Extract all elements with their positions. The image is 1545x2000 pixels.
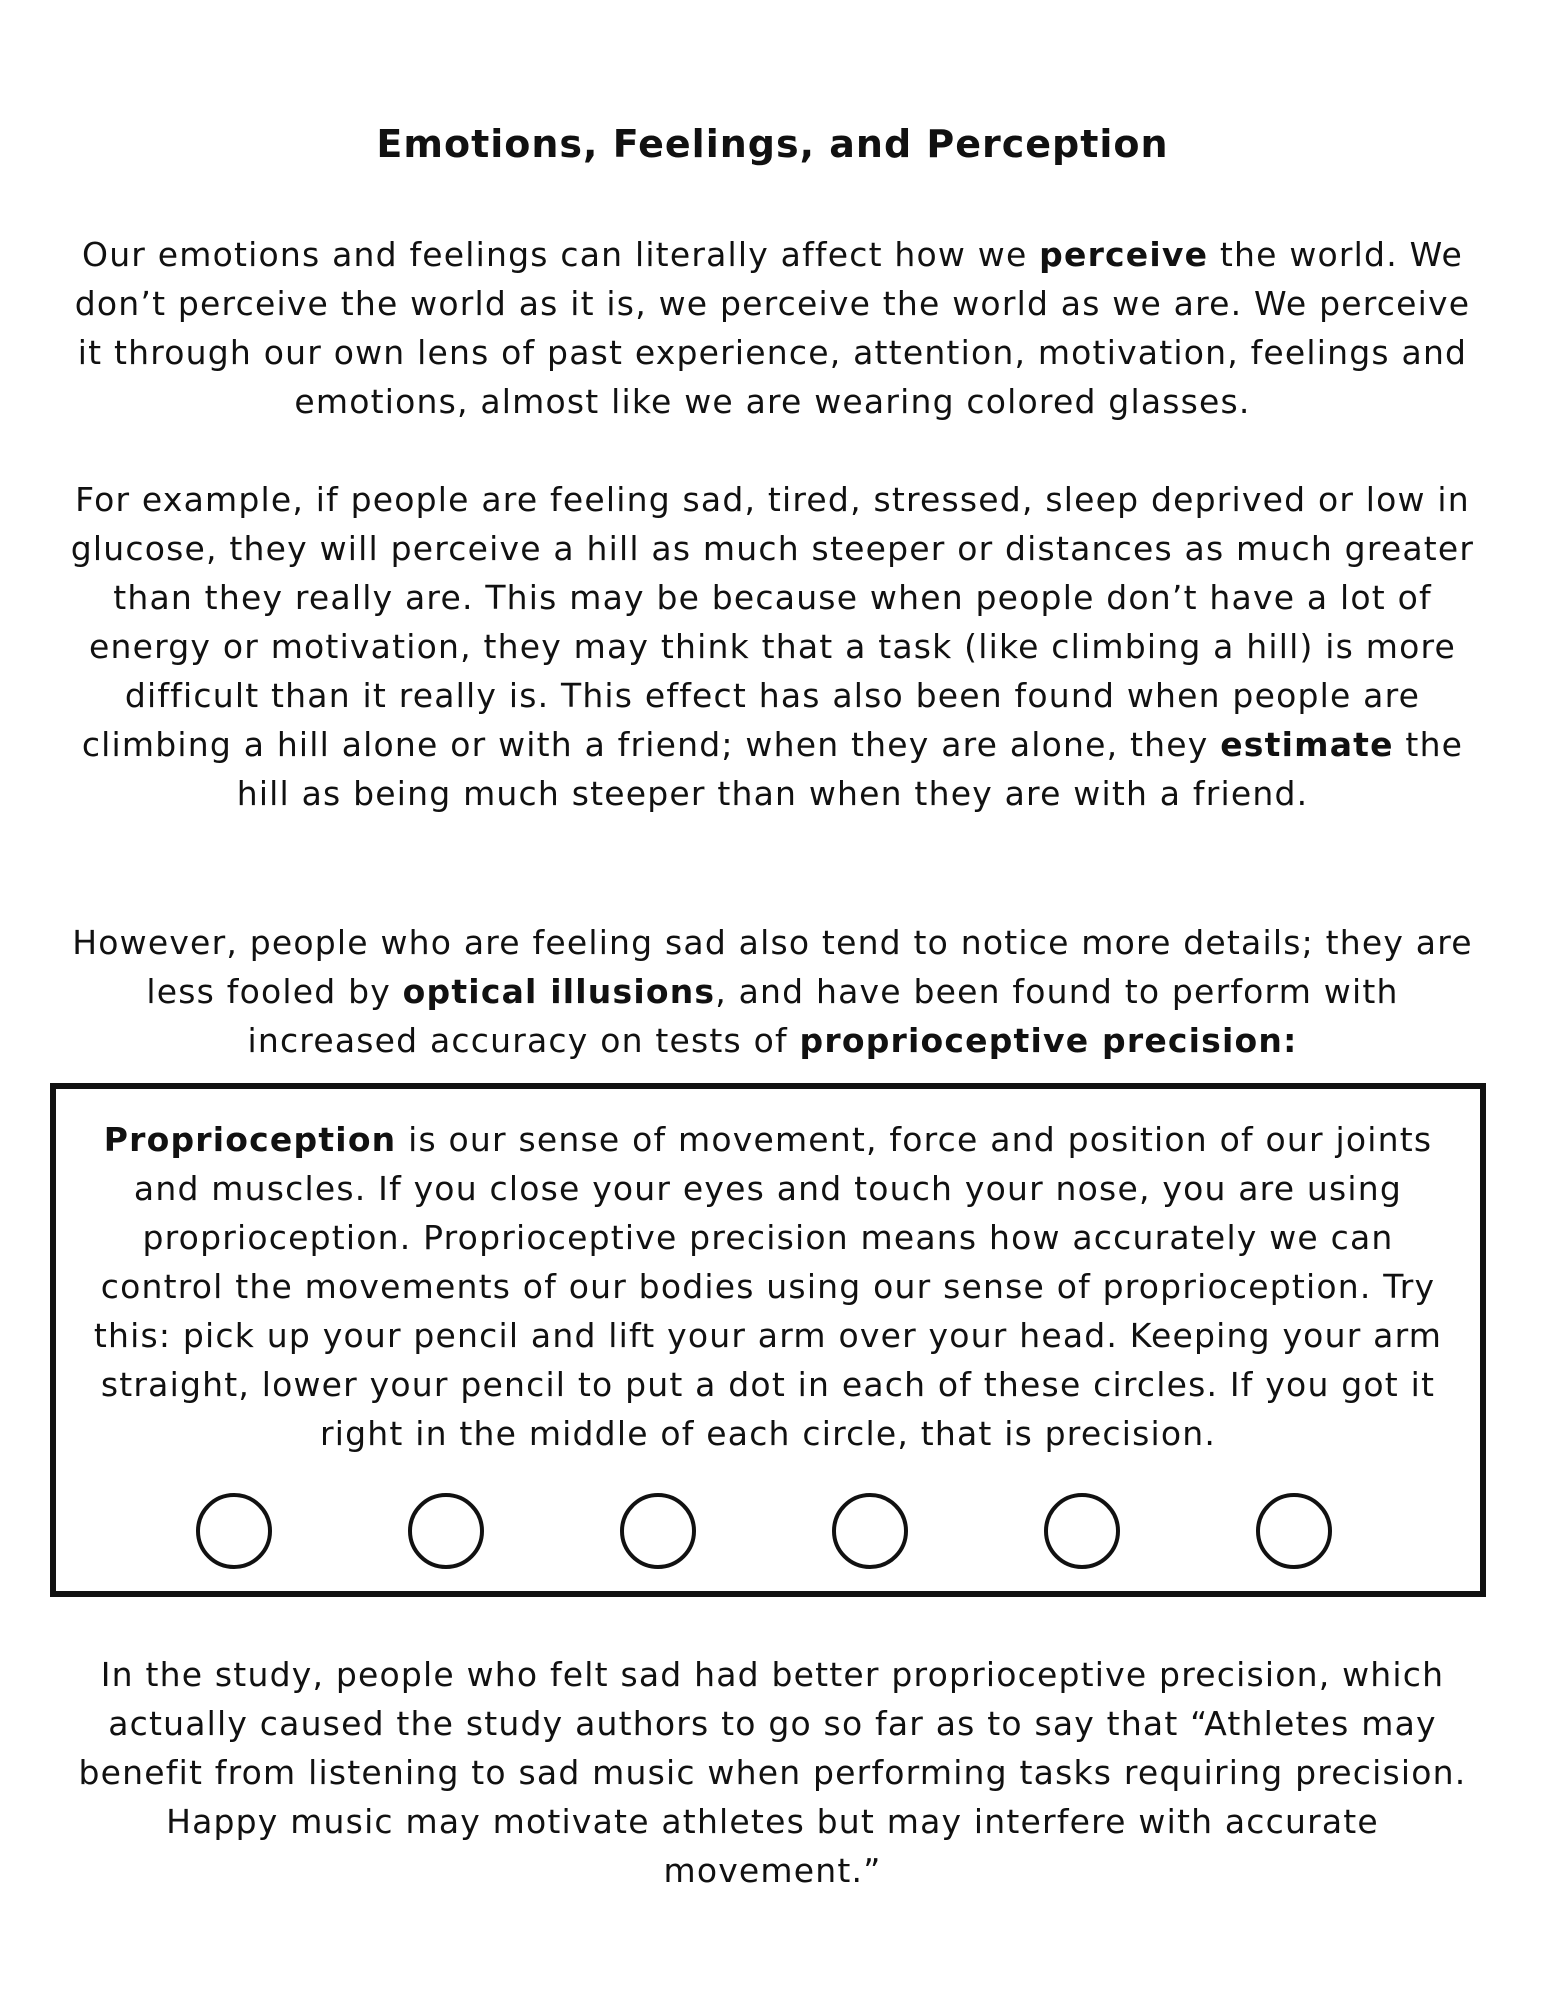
however-text-middle: , and have been found to perform with increased accuracy on tests of [247, 972, 1399, 1060]
proprioception-definition [76, 1115, 1460, 1458]
target-circles [56, 1493, 1480, 1577]
however-paragraph [60, 918, 1485, 1065]
example-text-end: the hill as being much steeper than when they are with a friend. [236, 725, 1464, 813]
proprioception-text: is our sense of movement, force and position of our joints and muscles. If you close your eyes and touch your nose, you are using proprioception. Proprioceptive precision means how accurately we can control the movements of our bodies using our sense of proprioception. Try this: pick up your pencil and lift your arm over your head. Keeping your arm straight, lower your pencil to put a dot in each of these circles. If you got it right in the middle of each circle, that is precision. [93, 1120, 1443, 1453]
study-text: In the study, people who felt sad had better proprioceptive precision, which actually caused the study authors to go so far as to say that “Athletes may benefit from listening to sad music when performing tasks requiring precision. Happy music may motivate athletes but may interfere with accurate movement.” [78, 1655, 1467, 1890]
proprioception-activity-box [50, 1083, 1486, 1597]
intro-text-end: the world. We don’t perceive the world as it is, we perceive the world as we are. We perceive it through our own lens of past experience, attention, motivation, feelings and emotions, almost like we are wearing colored glasses. [74, 235, 1471, 421]
study-paragraph [60, 1650, 1485, 1895]
term-perceive: perceive [1039, 235, 1209, 274]
example-paragraph [60, 475, 1485, 818]
however-text-start: However, people who are feeling sad also tend to notice more details; they are less fooled by [72, 923, 1473, 1011]
term-proprioception: Proprioception [103, 1120, 397, 1159]
target-circle[interactable] [1044, 1493, 1120, 1569]
term-optical-illusions: optical illusions [402, 972, 716, 1011]
target-circle[interactable] [196, 1493, 272, 1569]
intro-text-start: Our emotions and feelings can literally affect how we [82, 235, 1040, 274]
term-proprioceptive-precision: proprioceptive precision: [799, 1021, 1298, 1060]
target-circle[interactable] [620, 1493, 696, 1569]
target-circle[interactable] [832, 1493, 908, 1569]
target-circle[interactable] [408, 1493, 484, 1569]
term-estimate: estimate [1220, 725, 1394, 764]
example-text-start: For example, if people are feeling sad, tired, stressed, sleep deprived or low in glucose, they will perceive a hill as much steeper or distances as much greater than they really are. This may be because when people don’t have a lot of energy or motivation, they may think that a task (like climbing a hill) is more difficult than it really is. This effect has also been found when people are climbing a hill alone or with a friend; when they are alone, they [70, 480, 1475, 764]
intro-paragraph [60, 230, 1485, 426]
page-title: Emotions, Feelings, and Perception [376, 122, 1169, 166]
target-circle[interactable] [1256, 1493, 1332, 1569]
